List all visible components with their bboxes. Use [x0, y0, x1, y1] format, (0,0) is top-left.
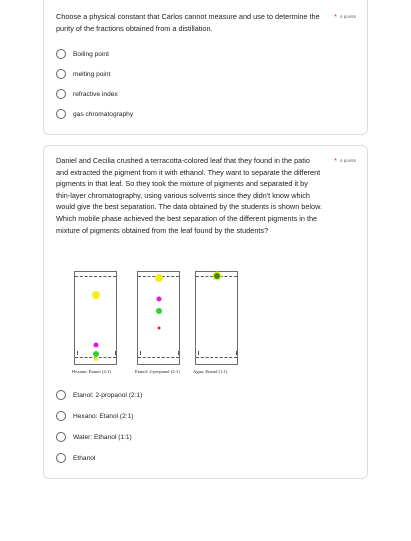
required-asterisk: *: [334, 158, 337, 165]
chromatography-figure: [74, 271, 264, 389]
radio-button[interactable]: [56, 89, 66, 99]
points-label: * 4 points: [334, 14, 356, 21]
radio-button[interactable]: [56, 453, 66, 463]
origin-tick: [236, 351, 237, 355]
lane-caption: Agua: Etanol (1:1): [193, 369, 228, 374]
option-label: gas chromatography: [73, 110, 134, 118]
lane-caption: Hexano: Etanol (2:1): [72, 369, 111, 374]
pigment-spot: [214, 273, 220, 279]
option-water-ethanol[interactable]: [56, 431, 132, 443]
pigment-spot: [155, 274, 163, 282]
tlc-plate-3: [195, 271, 238, 365]
required-asterisk: *: [334, 14, 337, 21]
radio-button[interactable]: [56, 109, 66, 119]
pigment-spot: [158, 326, 161, 329]
pigment-spot: [94, 357, 98, 361]
lane-caption: Etanol: 2-propanol (2:1): [135, 369, 180, 374]
option-melting-point[interactable]: [56, 68, 110, 80]
pigment-spot: [156, 308, 162, 314]
origin-line: [138, 357, 179, 358]
radio-button[interactable]: [56, 390, 66, 400]
option-refractive-index[interactable]: [56, 88, 118, 100]
question-card-2: [43, 145, 368, 479]
option-label: melting point: [73, 70, 111, 78]
origin-tick: [178, 351, 179, 355]
origin-tick: [115, 351, 116, 355]
origin-tick: [77, 351, 78, 355]
option-label: Boiling point: [73, 50, 109, 58]
tlc-plate-2: [137, 271, 180, 365]
origin-line: [196, 357, 237, 358]
option-label: Ethanol: [73, 454, 96, 462]
pigment-spot: [93, 351, 99, 357]
question-text: Daniel and Cecilia crushed a terracotta-colored leaf that they found in the patio and extracted the pigment from it with ethanol. They want to separate the different pigments in that leaf. So they took the mixture of pigments and separated it by thin-layer chromatography, using various solvents since they didn't know which would give the best separation. The data obtained by the students is shown below. Which mobile phase achieved the best separation of the different pigments in the mixture of pigments obtained from the leaf found by the students?: [56, 156, 322, 235]
radio-button[interactable]: [56, 49, 66, 59]
option-label: Water: Ethanol (1:1): [73, 433, 132, 441]
radio-button[interactable]: [56, 69, 66, 79]
pigment-spot: [94, 342, 99, 347]
radio-button[interactable]: [56, 432, 66, 442]
question-card-1: [43, 0, 368, 135]
option-hexano-etanol[interactable]: [56, 410, 133, 422]
option-label: refractive index: [73, 90, 118, 98]
tlc-plate-1: [74, 271, 117, 365]
radio-button[interactable]: [56, 411, 66, 421]
pigment-spot: [157, 296, 162, 301]
option-etanol-2-propanol[interactable]: [56, 389, 142, 401]
points-label: * 4 points: [334, 158, 356, 165]
solvent-front-line: [75, 276, 116, 277]
origin-tick: [198, 351, 199, 355]
pigment-spot: [92, 291, 100, 299]
option-ethanol[interactable]: [56, 452, 95, 464]
option-label: Etanol: 2-propanol (2:1): [73, 391, 143, 399]
question-text: Choose a physical constant that Carlos cannot measure and use to determine the purity of the fractions obtained from a distillation.: [56, 12, 320, 33]
option-boiling-point[interactable]: [56, 48, 109, 60]
origin-tick: [140, 351, 141, 355]
option-label: Hexano: Etanol (2:1): [73, 412, 134, 420]
option-gas-chromatography[interactable]: [56, 108, 133, 120]
